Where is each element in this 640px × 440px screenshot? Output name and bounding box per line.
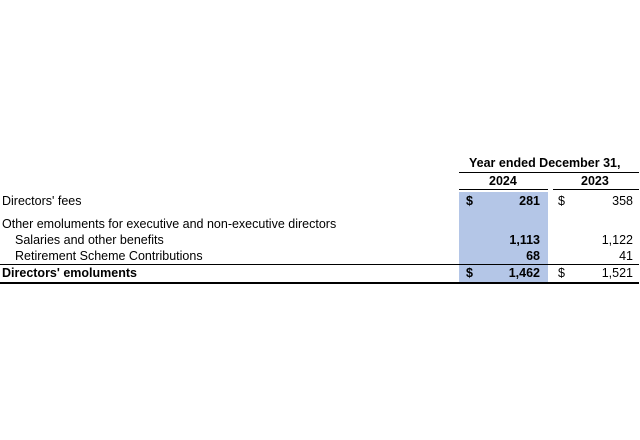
period-header: Year ended December 31, — [469, 156, 621, 170]
row-label-retirement: Retirement Scheme Contributions — [15, 249, 203, 263]
currency-2024-total: $ — [466, 266, 473, 280]
currency-2023-directors-fees: $ — [558, 194, 565, 208]
value-2023-total: 1,521 — [601, 266, 633, 280]
column-header-2024: 2024 — [489, 174, 517, 188]
column-header-2024-underline — [459, 189, 548, 190]
value-2024-total: 1,462 — [508, 266, 540, 280]
value-2024-directors-fees: 281 — [519, 194, 540, 208]
value-2024-salaries: 1,113 — [509, 233, 540, 247]
row-label-salaries: Salaries and other benefits — [15, 233, 164, 247]
currency-2024-directors-fees: $ — [466, 194, 473, 208]
period-header-underline — [459, 172, 639, 173]
value-2023-salaries: 1,122 — [601, 233, 633, 247]
value-2024-retirement: 68 — [526, 249, 540, 263]
row-label-total: Directors' emoluments — [2, 266, 137, 280]
total-row-top-rule — [0, 264, 639, 265]
column-header-2023: 2023 — [581, 174, 609, 188]
total-row-bottom-rule — [0, 282, 639, 284]
row-label-other-emoluments: Other emoluments for executive and non-executive directors — [2, 217, 337, 231]
row-label-directors-fees: Directors' fees — [2, 194, 82, 208]
value-2023-directors-fees: 358 — [612, 194, 633, 208]
currency-2023-total: $ — [558, 266, 565, 280]
value-2023-retirement: 41 — [619, 249, 633, 263]
column-header-2023-underline — [553, 189, 639, 190]
